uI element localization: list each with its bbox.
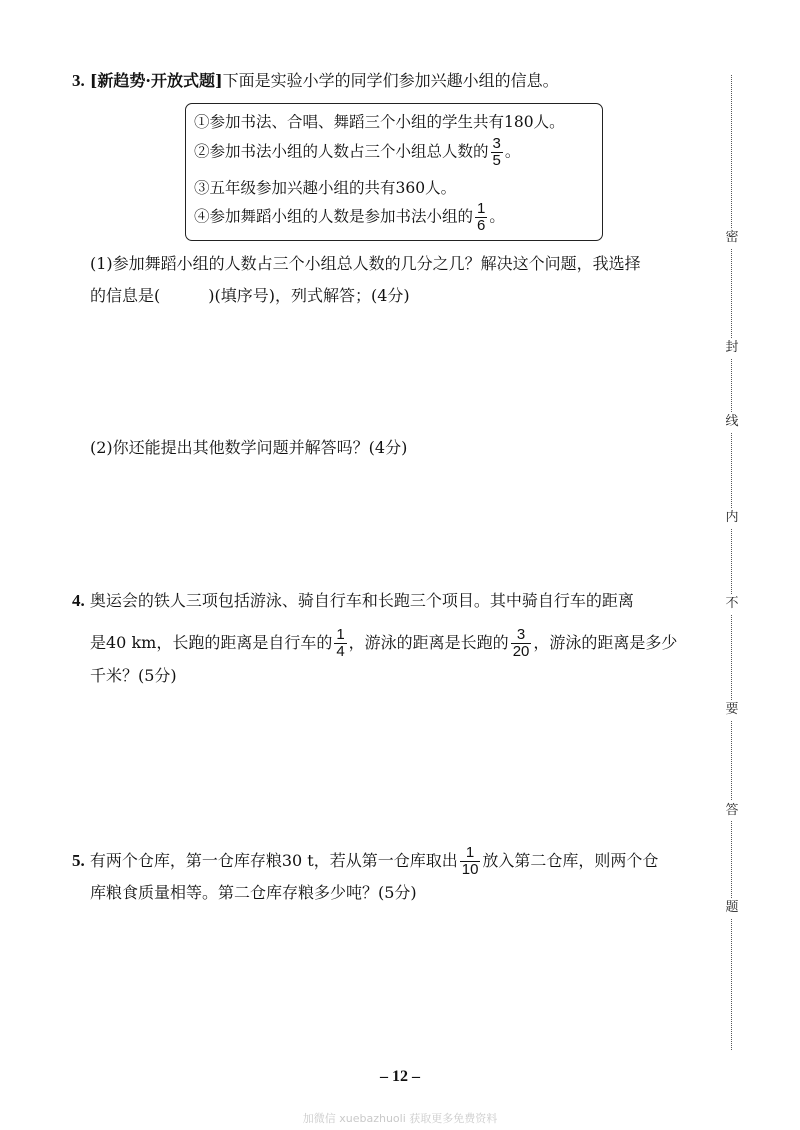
q3-sub1-suffix: )(填序号)，列式解答；(4分)	[208, 286, 410, 305]
info-line-2	[194, 136, 520, 169]
seal-char: 密	[722, 228, 742, 248]
q3-sub2: (2)你还能提出其他数学问题并解答吗？(4分)	[90, 438, 408, 457]
q3-intro: 下面是实验小学的同学们参加兴趣小组的信息。	[222, 71, 559, 90]
info-line-2-text: ②参加书法小组的人数占三个小组总人数的	[194, 142, 489, 161]
watermark: 加微信 xuebazhuoli 获取更多免费资料	[302, 1112, 498, 1125]
q3-info-box	[185, 103, 603, 241]
q3-header	[72, 69, 559, 93]
q3-sub1-prefix: 的信息是(	[90, 286, 161, 305]
frac-numerator: 3	[516, 626, 526, 643]
q5-text-1a: 有两个仓库，第一仓库存粮30 t，若从第一仓库取出	[89, 851, 458, 870]
seal-char: 封	[722, 338, 742, 358]
fraction-3-5	[491, 136, 503, 169]
q4-line1	[72, 589, 634, 613]
q3-sub1-line2	[90, 284, 410, 308]
seal-char: 内	[722, 508, 742, 528]
seal-char: 题	[722, 898, 742, 918]
q4-line2	[90, 627, 677, 660]
frac-numerator: 1	[465, 844, 475, 861]
fraction-1-10	[460, 845, 481, 878]
q4-number: 4.	[72, 591, 85, 610]
q4-text-2a: 是40 km，长跑的距离是自行车的	[90, 633, 333, 652]
q4-text-2c: ，游泳的距离是多少	[533, 633, 678, 652]
frac-numerator: 1	[477, 200, 486, 217]
seal-char: 要	[722, 700, 742, 720]
q5-number: 5.	[72, 851, 85, 870]
seal-char: 线	[722, 412, 742, 432]
frac-denominator: 5	[492, 152, 501, 169]
seal-char: 答	[722, 801, 742, 821]
info-line-4	[194, 201, 505, 234]
info-line-3: ③五年级参加兴趣小组的共有360人。	[194, 179, 457, 197]
info-line-4-text: ④参加舞蹈小组的人数是参加书法小组的	[194, 207, 474, 226]
fraction-1-4	[334, 627, 346, 660]
q5-line2: 库粮食质量相等。第二仓库存粮多少吨？(5分)	[90, 883, 417, 902]
q4-line3: 千米？(5分)	[90, 666, 177, 685]
info-line-1: ①参加书法、合唱、舞蹈三个小组的学生共有180人。	[194, 113, 565, 131]
info-line-4-end: 。	[489, 207, 505, 226]
q5-line1	[72, 845, 658, 878]
frac-denominator: 4	[336, 643, 345, 660]
frac-denominator: 6	[477, 217, 486, 234]
q3-sub1-line1: (1)参加舞蹈小组的人数占三个小组总人数的几分之几？解决这个问题，我选择	[90, 254, 641, 273]
q5-text-1b: 放入第二仓库，则两个仓	[482, 851, 659, 870]
q3-tag: [新趋势·开放式题]	[89, 71, 223, 90]
frac-numerator: 3	[492, 135, 501, 152]
seal-char: 不	[722, 594, 742, 614]
info-line-2-end: 。	[504, 142, 521, 161]
q4-text-1: 奥运会的铁人三项包括游泳、骑自行车和长跑三个项目。其中骑自行车的距离	[89, 591, 634, 610]
frac-denominator: 20	[512, 643, 530, 660]
fraction-1-6	[475, 201, 487, 234]
q3-number: 3.	[72, 71, 85, 90]
fraction-3-20	[511, 627, 532, 660]
q4-text-2b: ，游泳的距离是长跑的	[348, 633, 509, 652]
frac-numerator: 1	[336, 626, 345, 643]
page-number: – 12 –	[380, 1068, 420, 1085]
frac-denominator: 10	[461, 861, 479, 878]
